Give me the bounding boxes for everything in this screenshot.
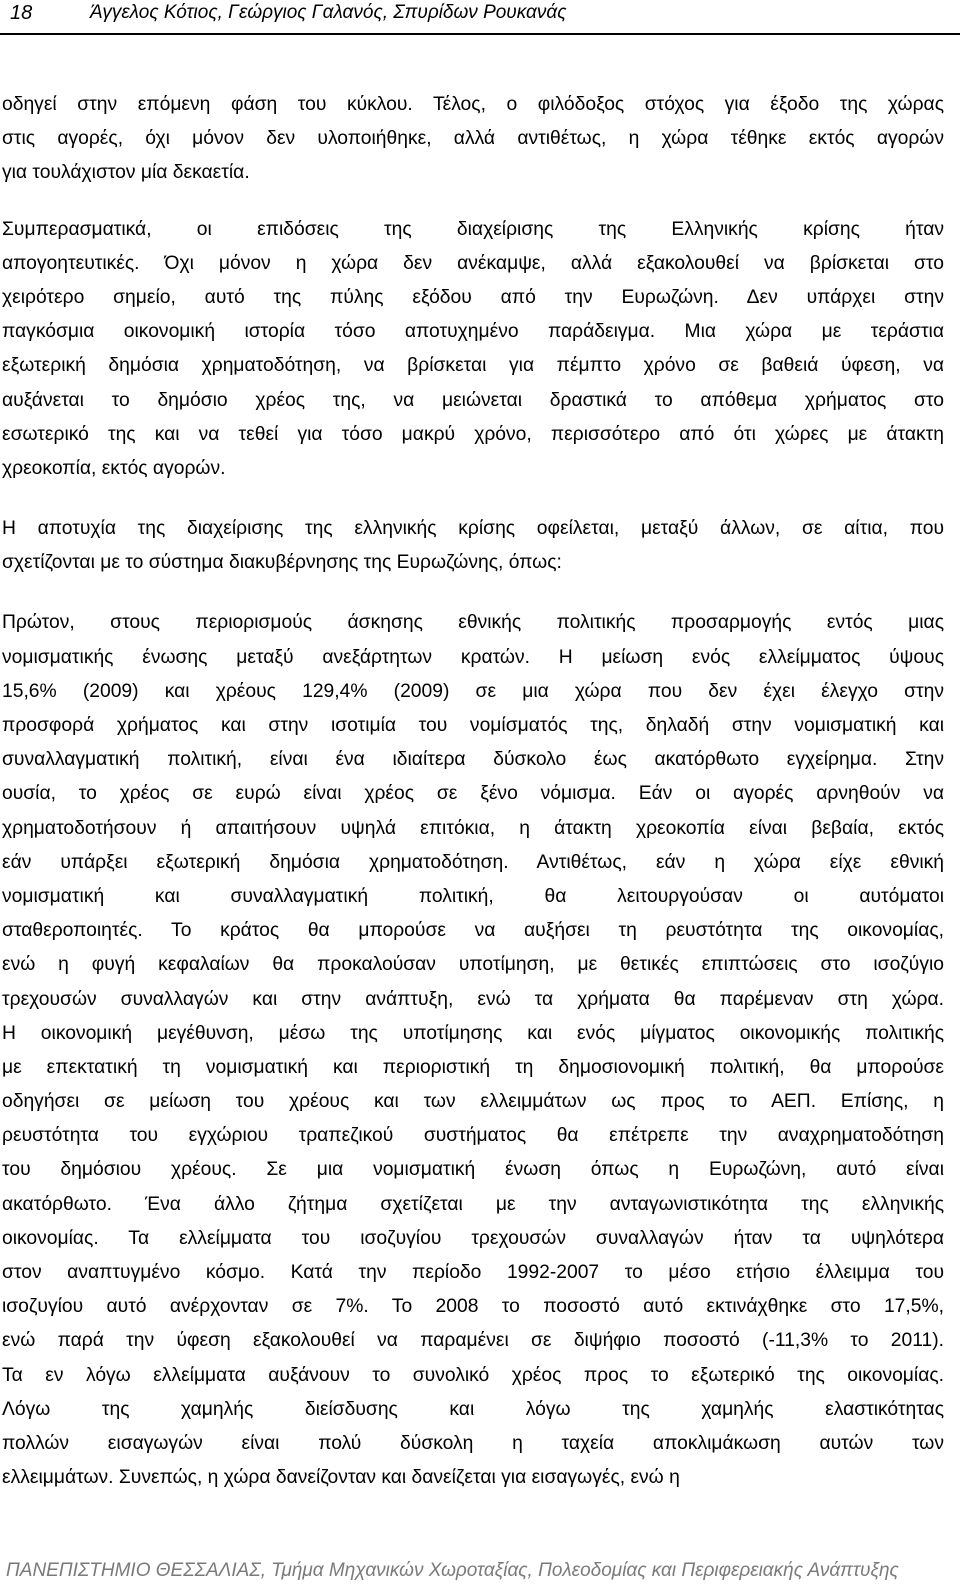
text-line: εξωτερική δημόσια χρηματοδότηση, να βρίσκεται για πέμπτο χρόνο σε βαθειά ύφεση, να	[2, 355, 944, 377]
text-line: νομισματικής ένωσης μεταξύ ανεξάρτητων κρατών. Η μείωση ενός ελλείμματος ύψους	[2, 646, 944, 668]
text-line: με επεκτατική τη νομισματική και περιοριστική τη δημοσιονομική πολιτική, θα μπορούσε	[2, 1056, 944, 1078]
text-line: στον αναπτυγμένο κόσμο. Κατά την περίοδο 1992-2007 το μέσο ετήσιο έλλειμμα του	[2, 1262, 944, 1283]
page-header	[0, 0, 960, 36]
text-line: ελλειμμάτων. Συνεπώς, η χώρα δανείζονταν και δανείζεται για εισαγωγές, ενώ η	[2, 1467, 680, 1489]
text-line: Τα εν λόγω ελλείμματα αυξάνουν το συνολικό χρέος προς το εξωτερικό της οικονομίας.	[2, 1364, 944, 1386]
text-line: του δημόσιου χρέους. Σε μια νομισματική ένωση όπως η Ευρωζώνη, αυτό είναι	[2, 1159, 944, 1181]
text-line: τρεχουσών συναλλαγών και στην ανάπτυξη, ενώ τα χρήματα θα παρέμεναν στη χώρα.	[2, 988, 944, 1010]
text-line: προσφορά χρήματος και στην ισοτιμία του νομίσματός της, δηλαδή στην νομισματική και	[2, 715, 944, 736]
paragraph	[2, 512, 944, 580]
text-line: Λόγω της χαμηλής διείσδυσης και λόγω της χαμηλής ελαστικότητας	[2, 1398, 944, 1420]
running-head-authors: Άγγελος Κότιος, Γεώργιος Γαλανός, Σπυρίδων Ρουκανάς	[90, 2, 567, 23]
page-footer: ΠΑΝΕΠΙΣΤΗΜΙΟ ΘΕΣΣΑΛΙΑΣ, Τμήμα Μηχανικών Χωροταξίας, Πολεοδομίας και Περιφερειακής Ανάπτυξης	[6, 1560, 899, 1581]
text-line: νομισματική και συναλλαγματική πολιτική, θα λειτουργούσαν οι αυτόματοι	[2, 885, 944, 907]
text-line: οικονομίας. Τα ελλείμματα του ισοζυγίου τρεχουσών συναλλαγών ήταν τα υψηλότερα	[2, 1227, 944, 1249]
text-line: οδηγήσει σε μείωση του χρέους και των ελλειμμάτων ως προς το ΑΕΠ. Επίσης, η	[2, 1091, 944, 1113]
text-line: χειρότερο σημείο, αυτό της πύλης εξόδου από την Ευρωζώνη. Δεν υπάρχει στην	[2, 286, 944, 308]
text-line: χρεοκοπία, εκτός αγορών.	[2, 457, 226, 479]
text-line: ουσία, το χρέος σε ευρώ είναι χρέος σε ξένο νόμισμα. Εάν οι αγορές αρνηθούν να	[2, 783, 944, 805]
text-line: συναλλαγματική πολιτική, είναι ένα ιδιαίτερα δύσκολο έως ακατόρθωτο εγχείρημα. Στην	[2, 749, 944, 771]
text-line: Η αποτυχία της διαχείρισης της ελληνικής κρίσης οφείλεται, μεταξύ άλλων, σε αίτια, που	[2, 518, 944, 540]
body-text	[2, 88, 944, 1495]
text-line: σχετίζονται με το σύστημα διακυβέρνησης της Ευρωζώνης, όπως:	[2, 552, 562, 574]
page-number: 18	[10, 2, 33, 24]
text-line: σταθεροποιητές. Το κράτος θα μπορούσε να αυξήσει τη ρευστότητα της οικονομίας,	[2, 920, 944, 942]
text-line: ισοζυγίου αυτό ανέρχονταν σε 7%. Το 2008 το ποσοστό αυτό εκτινάχθηκε στο 17,5%,	[2, 1296, 944, 1318]
paragraph	[2, 213, 944, 487]
text-line: αυξάνεται το δημόσιο χρέος της, να μειώνεται δραστικά το απόθεμα χρήματος στο	[2, 389, 944, 411]
header-rule	[0, 33, 960, 35]
text-line: ρευστότητα του εγχώριου τραπεζικού συστήματος θα επέτρεπε την αναχρηματοδότηση	[2, 1125, 944, 1147]
text-line: οδηγεί στην επόμενη φάση του κύκλου. Τέλος, ο φιλόδοξος στόχος για έξοδο της χώρας	[2, 94, 944, 115]
text-line: Πρώτον, στους περιορισμούς άσκησης εθνικής πολιτικής προσαρμογής εντός μιας	[2, 612, 944, 634]
text-line: για τουλάχιστον μία δεκαετία.	[2, 162, 250, 184]
paragraph	[2, 88, 944, 191]
text-line: ενώ η φυγή κεφαλαίων θα προκαλούσαν υποτίμηση, με θετικές επιπτώσεις στο ισοζύγιο	[2, 954, 944, 976]
text-line: ενώ παρά την ύφεση εξακολουθεί να παραμένει σε διψήφιο ποσοστό (-11,3% το 2011).	[2, 1330, 944, 1352]
text-line: παγκόσμια οικονομική ιστορία τόσο αποτυχημένο παράδειγμα. Μια χώρα με τεράστια	[2, 321, 944, 343]
text-line: 15,6% (2009) και χρέους 129,4% (2009) σε μια χώρα που δεν έχει έλεγχο στην	[2, 680, 944, 702]
text-line: στις αγορές, όχι μόνον δεν υλοποιήθηκε, αλλά αντιθέτως, η χώρα τέθηκε εκτός αγορών	[2, 128, 944, 150]
text-line: Συμπερασματικά, οι επιδόσεις της διαχείρισης της Ελληνικής κρίσης ήταν	[2, 218, 944, 240]
text-line: εάν υπάρξει εξωτερική δημόσια χρηματοδότηση. Αντιθέτως, εάν η χώρα είχε εθνική	[2, 851, 944, 873]
paragraph	[2, 606, 944, 1495]
text-line: πολλών εισαγωγών είναι πολύ δύσκολη η ταχεία αποκλιμάκωση αυτών των	[2, 1432, 944, 1454]
text-line: εσωτερικό της και να τεθεί για τόσο μακρύ χρόνο, περισσότερο από ότι χώρες με άτακτη	[2, 423, 944, 445]
text-line: ακατόρθωτο. Ένα άλλο ζήτημα σχετίζεται με την ανταγωνιστικότητα της ελληνικής	[2, 1193, 944, 1215]
text-line: χρηματοδοτήσουν ή απαιτήσουν υψηλά επιτόκια, η άτακτη χρεοκοπία είναι βεβαία, εκτός	[2, 817, 944, 839]
text-line: Η οικονομική μεγέθυνση, μέσω της υποτίμησης και ενός μίγματος οικονομικής πολιτικής	[2, 1022, 944, 1044]
text-line: απογοητευτικές. Όχι μόνον η χώρα δεν ανέκαμψε, αλλά εξακολουθεί να βρίσκεται στο	[2, 252, 944, 274]
